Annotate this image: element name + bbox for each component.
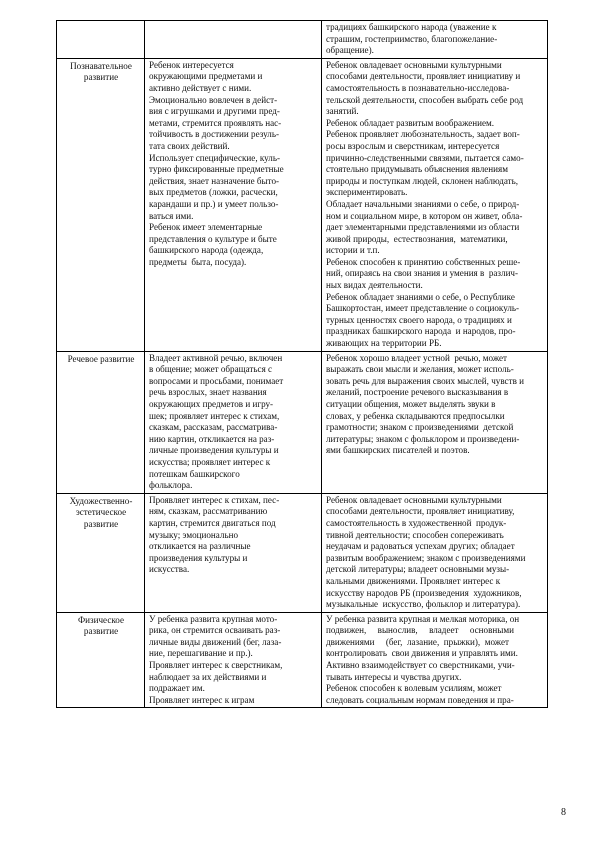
text-line: метами, стремится проявлять нас-: [149, 117, 282, 128]
text-line: развитие: [83, 518, 119, 529]
text-line: Проявляет интерес к стихам, пес-: [149, 494, 280, 505]
text-line: Обладает начальными знаниями о себе, о природ-: [326, 198, 520, 209]
text-line: У ребенка развита крупная мото-: [149, 613, 278, 624]
text-line: кальными движениями. Проявляет интерес к: [326, 575, 501, 586]
text-line: личные произведения культуры и: [149, 445, 279, 456]
table-row: [57, 612, 548, 708]
text-line: желаний, построение речевого высказывания в: [326, 387, 509, 398]
text-line: в общение; может обращаться с: [149, 364, 273, 375]
text-line: карандаши и пр.) и умеет пользо-: [149, 198, 279, 209]
preschool-completion-targets-cell: [322, 612, 548, 708]
text-line: Познавательное: [70, 60, 132, 71]
text-line: грамотности; знаком с произведениями детской: [326, 422, 514, 433]
text-line: обращение).: [326, 45, 374, 56]
text-line: турных ценностях своего народа, о традициях и: [326, 314, 512, 325]
early-age-targets-cell: [145, 58, 322, 351]
text-line: Ребенок хорошо владеет устной речью, может: [326, 352, 508, 363]
text-line: тата своих действий.: [149, 140, 230, 151]
text-line: Ребенок способен к волевым усилиям, может: [326, 683, 502, 694]
text-line: ном и социальном мире, в котором он живет, обла-: [326, 210, 523, 221]
text-line: причинно-следственными связями, пытается само-: [326, 152, 524, 163]
text-line: ных видах деятельности.: [326, 280, 423, 291]
text-line: Ребенок интересуется: [149, 59, 234, 70]
text-line: искусству народов РБ (произведения художников,: [326, 587, 522, 598]
text-line: способами деятельности, проявляет инициативу и: [326, 71, 521, 82]
text-line: башкирского народа (одежда,: [149, 245, 264, 256]
text-line: нию картин, откликается на раз-: [149, 433, 275, 444]
development-area-cell: [57, 58, 145, 351]
text-line: Ребенок обладает развитым воображением.: [326, 117, 495, 128]
text-line: Ребенок овладевает основными культурными: [326, 59, 502, 70]
text-line: сказкам, рассказам, рассматрива-: [149, 422, 278, 433]
page-number: 8: [561, 807, 566, 818]
table-row: [57, 21, 548, 59]
text-line: вопросами и просьбами, понимает: [149, 375, 284, 386]
text-line: Эмоционально вовлечен в дейст-: [149, 94, 278, 105]
text-line: страшим, гостеприимство, благопожелание-: [326, 33, 498, 44]
text-line: истории и т.п.: [326, 245, 380, 256]
text-line: Использует специфические, куль-: [149, 152, 281, 163]
development-area-cell: [57, 351, 145, 493]
text-line: детской литературы; владеет основными музы-: [326, 564, 510, 575]
early-age-targets-cell: [145, 351, 322, 493]
text-line: произведения культуры и: [149, 552, 248, 563]
text-line: Ребенок обладает знаниями о себе, о Республике: [326, 291, 515, 302]
text-line: следовать социальным нормам поведения и пра-: [326, 694, 514, 705]
text-line: ням, сказкам, рассматриванию: [149, 506, 268, 517]
text-line: живой природы, естествознания, математики,: [326, 233, 508, 244]
text-line: Ребенок способен к принятию собственных реше-: [326, 256, 521, 267]
early-age-targets-cell: [145, 493, 322, 612]
text-line: способами деятельности, проявляет инициативу,: [326, 506, 515, 517]
text-line: ваться ими.: [149, 210, 194, 221]
text-line: шек; проявляет интерес к стихам,: [149, 410, 280, 421]
text-line: тивной деятельности; способен сопереживать: [326, 529, 504, 540]
text-line: Владеет активной речью, включен: [149, 352, 283, 363]
text-line: дает элементарными представлениями из области: [326, 222, 520, 233]
text-line: турно фиксированные предметные: [149, 164, 284, 175]
text-line: традициях башкирского народа (уважение к: [326, 22, 497, 32]
text-line: развитие: [83, 626, 119, 637]
text-line: ние, перешагивание и пр.).: [149, 648, 253, 659]
table-row: [57, 58, 548, 351]
development-area-cell: [57, 493, 145, 612]
preschool-completion-targets-cell: [322, 58, 548, 351]
text-line: движениями (бег, лазание, прыжки), может: [326, 636, 509, 647]
text-line: Ребенок имеет элементарные: [149, 222, 263, 233]
text-line: Проявляет интерес к играм: [149, 694, 255, 705]
text-line: Активно взаимодействует со сверстниками, учи-: [326, 660, 515, 671]
table-body: [57, 21, 548, 708]
text-line: ний, опираясь на свои знания и умения в различ-: [326, 268, 519, 279]
preschool-completion-targets-cell: [322, 351, 548, 493]
text-line: картин, стремится двигаться под: [149, 517, 276, 528]
text-line: откликается на различные: [149, 541, 251, 552]
text-line: подвижен, вынослив, владеет основными: [326, 625, 514, 636]
text-line: Проявляет интерес к сверстникам,: [149, 660, 283, 671]
text-line: неудачам и радоваться успехам других; обладает: [326, 541, 515, 552]
text-line: тойчивость в достижении резуль-: [149, 129, 280, 140]
text-line: самостоятельность в познавательно-исследова-: [326, 82, 510, 93]
preschool-completion-targets-cell: [322, 21, 548, 59]
text-line: У ребенка развита крупная и мелкая моторика, он: [326, 613, 520, 624]
development-targets-table: [56, 20, 548, 708]
text-line: тывать интересы и чувства других.: [326, 671, 462, 682]
text-line: подражает им.: [149, 683, 205, 694]
text-line: фольклора.: [149, 480, 193, 491]
text-line: вых предметов (ложки, расчески,: [149, 187, 278, 198]
text-line: ситуации общения, может выделять звуки в: [326, 399, 496, 409]
text-line: личные виды движений (бег, лаза-: [149, 636, 282, 647]
text-line: занятий.: [326, 106, 359, 117]
text-line: окружающими предметами и: [149, 71, 263, 82]
preschool-completion-targets-cell: [322, 493, 548, 612]
text-line: природы и поступкам людей, склонен наблюдать,: [326, 175, 519, 186]
early-age-targets-cell: [145, 21, 322, 59]
text-line: наблюдает за их действиями и: [149, 671, 267, 682]
text-line: Физическое: [77, 614, 125, 625]
text-line: словах, у ребенка складываются предпосылки: [326, 410, 505, 421]
text-line: выражать свои мысли и желания, может исполь-: [326, 364, 514, 375]
text-line: Башкортостан, имеет представление о социокуль-: [326, 303, 520, 314]
text-line: экспериментировать.: [326, 187, 408, 198]
text-line: действия, знает назначение быто-: [149, 175, 280, 186]
text-line: рика, он стремится осваивать раз-: [149, 625, 281, 636]
text-line: стоятельно придумывать объяснения явлениям: [326, 164, 508, 175]
table-row: [57, 351, 548, 493]
text-line: активно действует с ними.: [149, 82, 252, 93]
text-line: музыкальные искусство, фольклор и литература).: [326, 599, 521, 610]
text-line: Художественно-: [69, 495, 133, 506]
text-line: самостоятельность в художественной продук-: [326, 517, 507, 528]
text-line: литературы; знаком с фольклором и произведени-: [326, 433, 520, 444]
text-line: контролировать свои движения и управлять ими.: [326, 648, 518, 659]
text-line: потешкам башкирского: [149, 468, 240, 479]
text-line: зовать речь для выражения своих мыслей, чувств и: [326, 375, 524, 386]
text-line: представления о культуре и быте: [149, 233, 277, 244]
text-line: речь взрослых, знает названия: [149, 387, 267, 398]
text-line: росы взрослым и сверстникам, интересуется: [326, 140, 500, 151]
text-line: развитым воображением; знаком с произведениями: [326, 552, 526, 563]
text-line: предметы быта, посуда).: [149, 256, 247, 267]
text-line: развитие: [83, 72, 119, 83]
text-line: ями башкирских писателей и поэтов.: [326, 445, 470, 456]
text-line: искусства; проявляет интерес к: [149, 456, 271, 467]
text-line: музыку; эмоционально: [149, 529, 239, 540]
text-line: тельской деятельности, способен выбрать себе род: [326, 94, 524, 105]
development-area-cell: [57, 21, 145, 59]
text-line: вия с игрушками и другими пред-: [149, 106, 280, 117]
early-age-targets-cell: [145, 612, 322, 708]
text-line: искусства.: [149, 564, 190, 575]
text-line: праздниках башкирского народа и народов, про-: [326, 326, 516, 337]
development-area-cell: [57, 612, 145, 708]
text-line: Ребенок проявляет любознательность, задает воп-: [326, 129, 520, 140]
text-line: Речевое развитие: [67, 353, 135, 364]
table-row: [57, 493, 548, 612]
text-line: эстетическое: [75, 507, 127, 518]
text-line: Ребенок овладевает основными культурными: [326, 494, 502, 505]
text-line: живающих на территории РБ.: [326, 338, 442, 349]
text-line: окружающих предметов и игру-: [149, 399, 274, 409]
